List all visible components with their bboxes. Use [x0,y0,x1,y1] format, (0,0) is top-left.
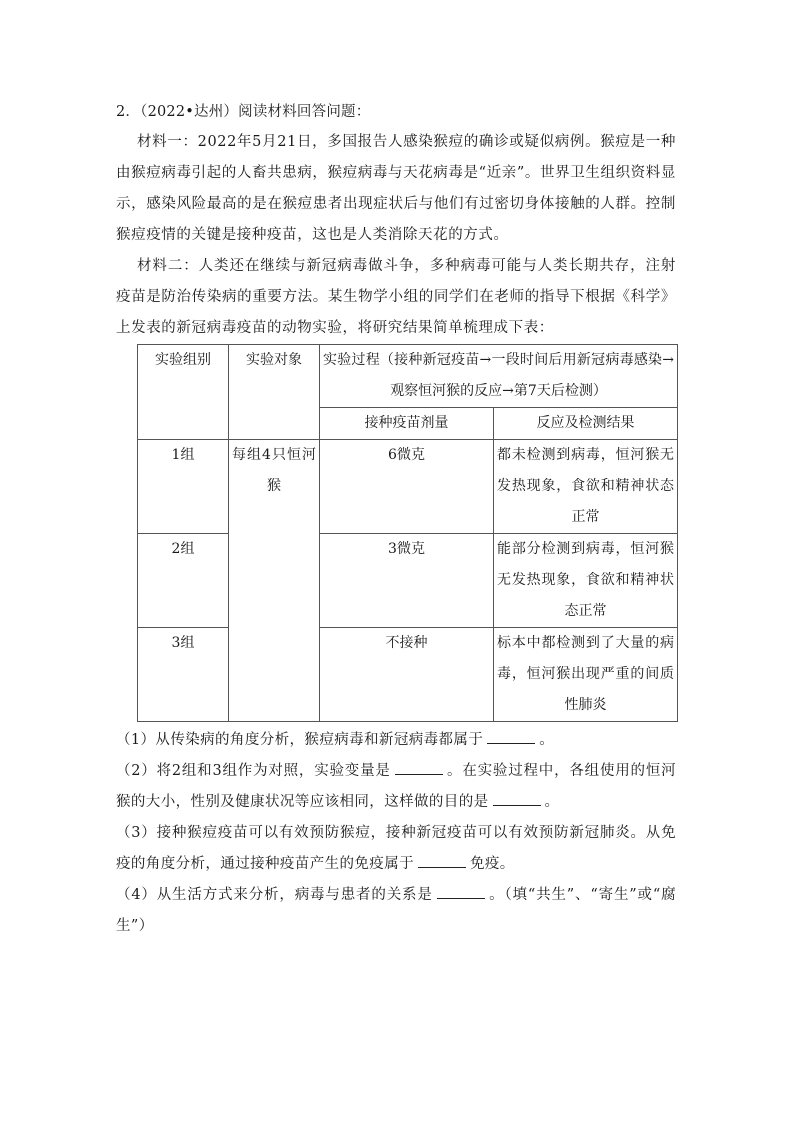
table-row [138,628,678,722]
answer-blank-1[interactable] [487,729,535,744]
answer-blank-3[interactable] [418,853,466,868]
question-4-end: 。（填“共生”、“寄生”或“腐生”） [116,887,676,934]
result-cell: 都未检测到病毒，恒河猴无发热现象，食欲和精神状态正常 [494,440,678,534]
result-cell: 能部分检测到病毒，恒河猴无发热现象，食欲和精神状态正常 [494,534,678,628]
question-2-mid: 。在实验过程中，各组使用的恒河猴的大小，性别及健康状况等应该相同，这样做的目的是 [116,763,677,810]
header-group: 实验组别 [138,345,229,440]
table-header-row [138,345,678,408]
table-row [138,534,678,628]
question-1-end: 。 [539,732,555,748]
group-cell: 3组 [138,628,229,722]
dose-cell: 不接种 [320,628,494,722]
result-cell: 标本中都检测到了大量的病毒，恒河猴出现严重的间质性肺炎 [494,628,678,722]
dose-cell: 3微克 [320,534,494,628]
question-2-end: 。 [544,794,560,810]
group-cell: 1组 [138,440,229,534]
question-title: 2．（2022•达州）阅读材料回答问题： [116,104,371,120]
header-result: 反应及检测结果 [494,408,678,440]
answer-blank-2a[interactable] [395,760,443,775]
material-one: 材料一：2022年5月21日，多国报告人感染猴痘的确诊或疑似病例。猴痘是一种由猴痘病毒引起的人畜共患病，猴痘病毒与天花病毒是“近亲”。世界卫生组织资料显示，感染风险最高的是在猴痘患者出现症状后与他们有过密切身体接触的人群。控制猴痘疫情的关键是接种疫苗，这也是人类消除天花的方式。 [116,134,676,243]
material-two: 材料二：人类还在继续与新冠病毒做斗争，多种病毒可能与人类长期共存，注射疫苗是防治传染病的重要方法。某生物学小组的同学们在老师的指导下根据《科学》上发表的新冠病毒疫苗的动物实验，将研究结果简单梳理成下表： [116,258,676,336]
question-3 [116,818,676,880]
question-block [116,97,676,942]
question-4 [116,880,676,942]
question-1-text: （1）从传染病的角度分析，猴痘病毒和新冠病毒都属于 [116,732,484,748]
question-3-text: （3）接种猴痘疫苗可以有效预防猴痘，接种新冠疫苗可以有效预防新冠肺炎。从免疫的角度分析，通过接种疫苗产生的免疫属于 [116,825,676,872]
experiment-table [137,344,678,722]
question-3-end: 免疫。 [470,856,515,872]
question-2 [116,756,676,818]
question-4-text: （4）从生活方式来分析，病毒与患者的关系是 [116,887,433,903]
answer-blank-2b[interactable] [493,791,541,806]
question-2-text: （2）将2组和3组作为对照，实验变量是 [116,763,391,779]
answer-blank-4[interactable] [437,884,485,899]
table-row [138,440,678,534]
question-1 [116,725,676,756]
group-cell: 2组 [138,534,229,628]
header-process: 实验过程（接种新冠疫苗→一段时间后用新冠病毒感染→观察恒河猴的反应→第7天后检测） [320,345,678,408]
header-dose: 接种疫苗剂量 [320,408,494,440]
subject-cell: 每组4只恒河猴 [229,440,320,722]
header-subject: 实验对象 [229,345,320,440]
dose-cell: 6微克 [320,440,494,534]
